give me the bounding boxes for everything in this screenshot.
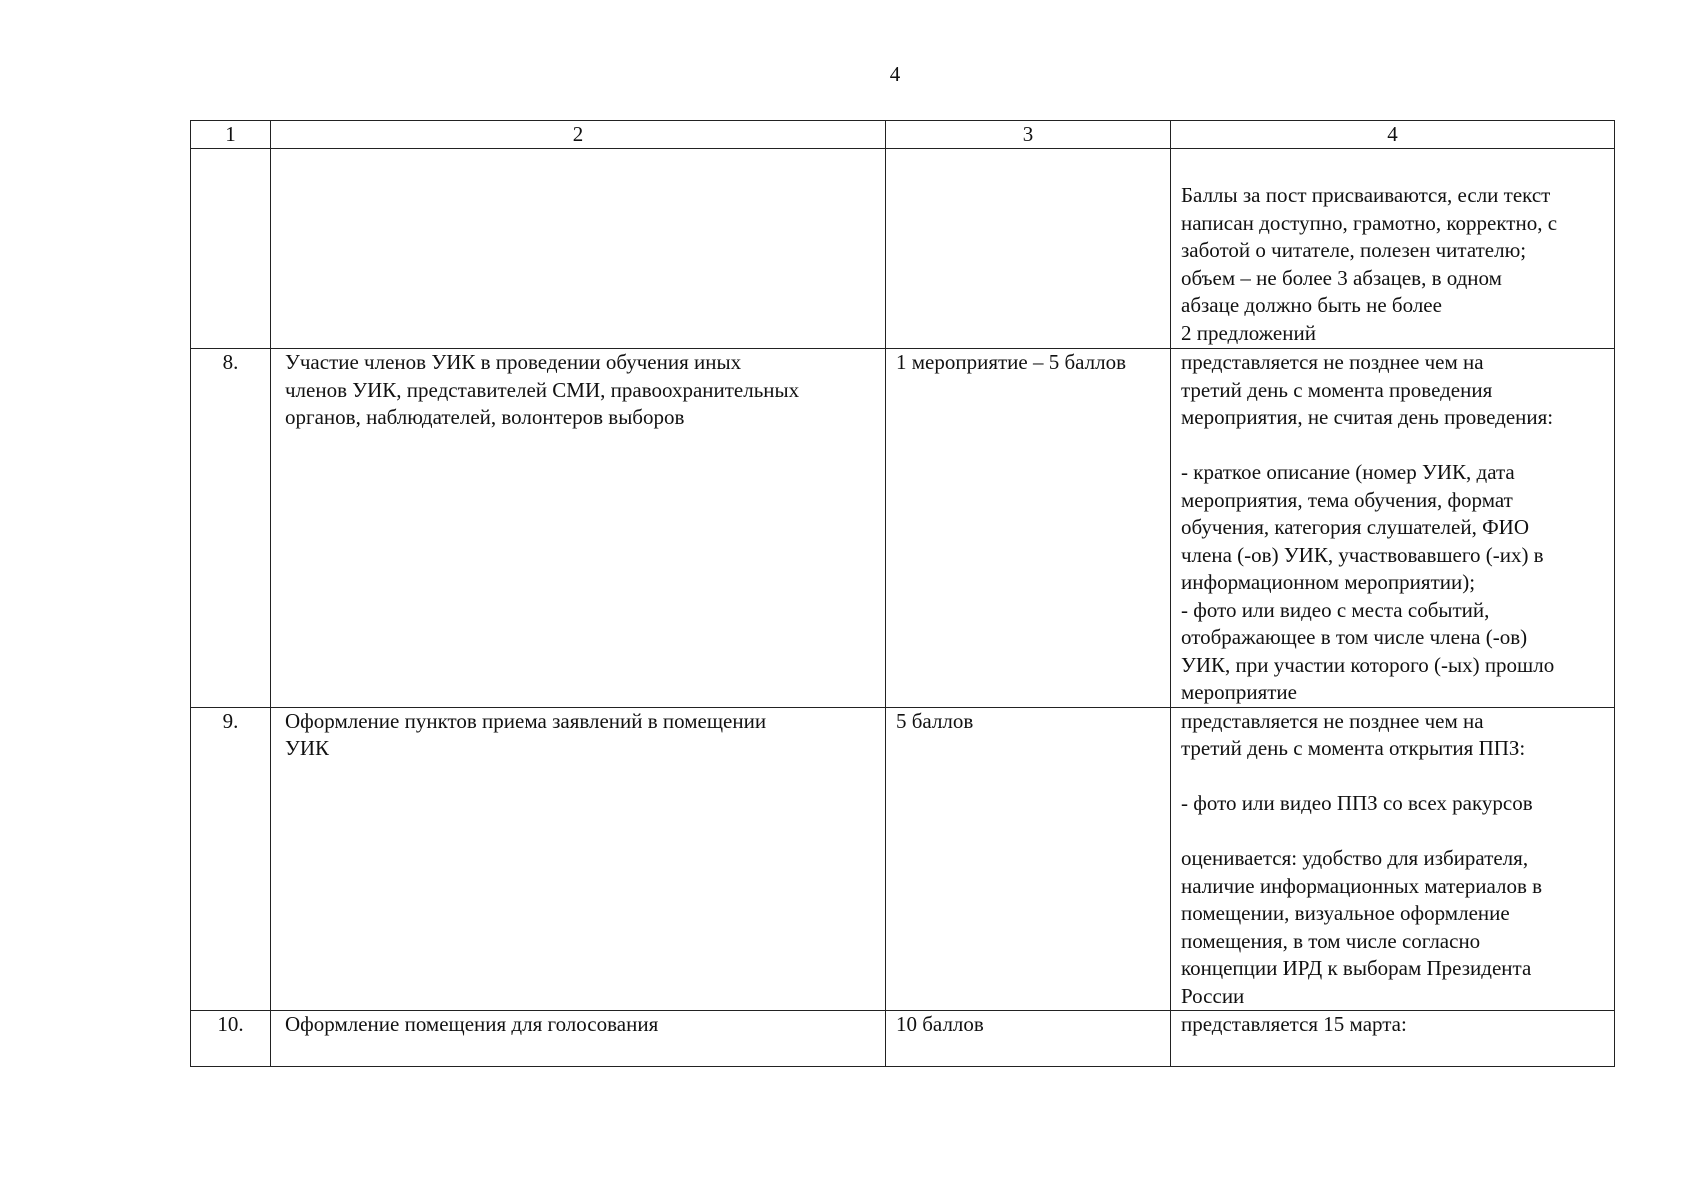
cell-activity xyxy=(271,1011,886,1067)
criteria-table xyxy=(190,120,1615,1067)
activity-text: Оформление пунктов приема заявлений в помещении УИК xyxy=(285,708,767,760)
cell-activity xyxy=(271,349,886,708)
header-col-4: 4 xyxy=(1171,121,1615,149)
requirements-text: представляется не позднее чем на третий день с момента открытия ППЗ: xyxy=(1181,708,1526,760)
requirements-text: оценивается: удобство для избирателя, наличие информационных материалов в помещении, визуальное оформление помещения, в том числе согласно концепции ИРД к выборам Президента России xyxy=(1181,846,1543,1008)
header-col-3: 3 xyxy=(886,121,1171,149)
page-number: 4 xyxy=(889,62,901,86)
requirements-text: представляется 15 марта: xyxy=(1181,1012,1407,1036)
header-col-1: 1 xyxy=(191,121,271,149)
cell-num: 9. xyxy=(191,707,271,1011)
activity-text: Участие членов УИК в проведении обучения иных членов УИК, представителей СМИ, правоохранительных органов, наблюдателей, волонтеров выборов xyxy=(285,350,800,429)
cell-activity xyxy=(271,707,886,1011)
cell-requirements xyxy=(1171,707,1615,1011)
table-row xyxy=(191,1011,1615,1067)
cell-requirements xyxy=(1171,349,1615,708)
cell-points xyxy=(886,149,1171,349)
cell-points: 10 баллов xyxy=(886,1011,1171,1067)
requirements-text: представляется не позднее чем на третий день с момента проведения мероприятия, не считая день проведения: xyxy=(1181,350,1554,429)
requirements-text: Баллы за пост присваиваются, если текст написан доступно, грамотно, корректно, с заботой о читателе, полезен читателю; объем – не более 3 абзацев, в одном абзаце должно быть не более 2 предложений xyxy=(1181,183,1558,345)
requirements-text: - фото или видео ППЗ со всех ракурсов xyxy=(1181,791,1533,815)
cell-num xyxy=(191,149,271,349)
table-row xyxy=(191,707,1615,1011)
activity-text: Оформление помещения для голосования xyxy=(285,1012,659,1036)
requirements-text: - краткое описание (номер УИК, дата мероприятия, тема обучения, формат обучения, категория слушателей, ФИО члена (-ов) УИК, участвовавшего (-их) в информационном мероприятии); - фото или видео с места событий, отображающее в том числе члена (-ов) УИК, при участии которого (-ых) прошло мероприятие xyxy=(1181,460,1555,704)
cell-num: 8. xyxy=(191,349,271,708)
table-row xyxy=(191,349,1615,708)
cell-points: 5 баллов xyxy=(886,707,1171,1011)
cell-activity xyxy=(271,149,886,349)
cell-requirements xyxy=(1171,1011,1615,1067)
table-header-row xyxy=(191,121,1615,149)
cell-num: 10. xyxy=(191,1011,271,1067)
cell-requirements xyxy=(1171,149,1615,349)
header-col-2: 2 xyxy=(271,121,886,149)
table-row-continuation xyxy=(191,149,1615,349)
cell-points: 1 мероприятие – 5 баллов xyxy=(886,349,1171,708)
